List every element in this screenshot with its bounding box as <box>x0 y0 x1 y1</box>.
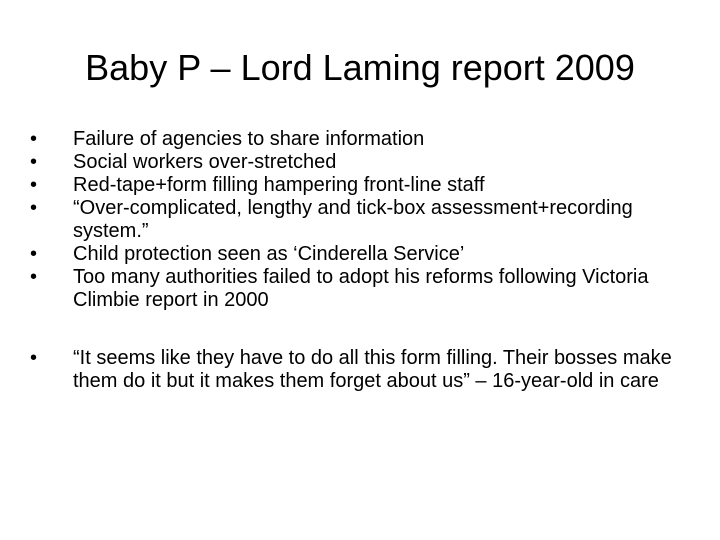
spacer <box>0 312 700 347</box>
bullet-text: Failure of agencies to share information <box>73 128 425 150</box>
bullet-dot: • <box>30 347 38 369</box>
slide-title: Baby P – Lord Laming report 2009 <box>85 47 635 88</box>
bullet-item <box>0 174 700 197</box>
bullet-item <box>0 197 700 243</box>
bullet-dot: • <box>30 174 38 196</box>
quote-text: “It seems like they have to do all this form filling. Their bosses make them do it but it makes them forget about us” – 16-year-old in care <box>73 347 672 392</box>
bullet-dot: • <box>30 197 38 219</box>
bullet-dot: • <box>30 266 38 288</box>
bullet-item <box>0 243 700 266</box>
bullet-text: Red-tape+form filling hampering front-line staff <box>73 174 485 196</box>
bullet-item <box>0 266 700 312</box>
bullet-text: Too many authorities failed to adopt his reforms following Victoria Climbie report in 2000 <box>73 266 649 311</box>
quote-bullet <box>0 347 700 393</box>
bullet-text: “Over-complicated, lengthy and tick-box assessment+recording system.” <box>73 197 633 242</box>
bullet-list <box>0 128 700 393</box>
bullet-dot: • <box>30 243 38 265</box>
bullet-text: Child protection seen as ‘Cinderella Service’ <box>73 243 465 265</box>
bullet-item <box>0 128 700 151</box>
bullet-dot: • <box>30 128 38 150</box>
bullet-dot: • <box>30 151 38 173</box>
bullet-item <box>0 151 700 174</box>
bullet-text: Social workers over-stretched <box>73 151 337 173</box>
